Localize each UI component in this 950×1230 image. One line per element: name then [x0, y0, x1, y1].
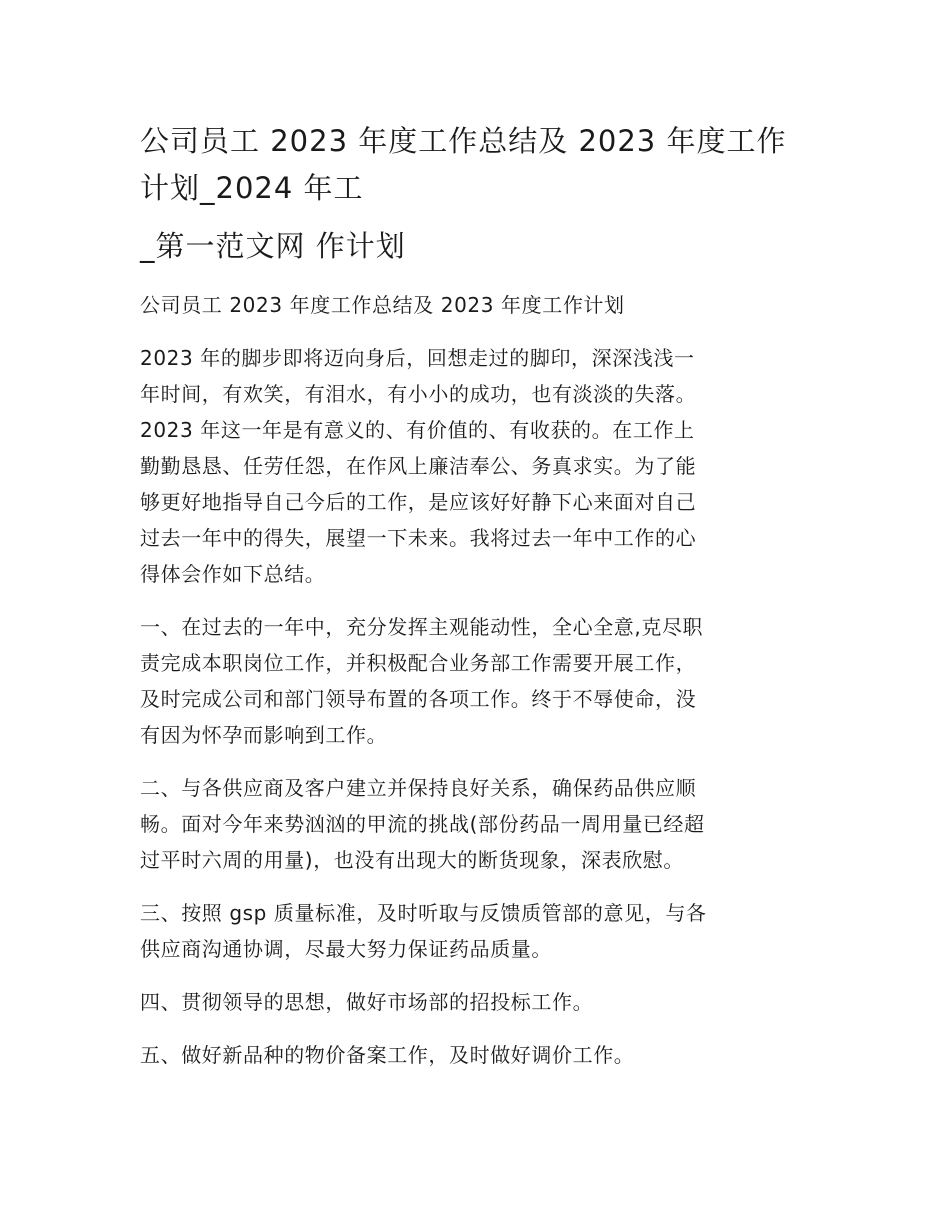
title-line: 计划_2024 年工: [140, 171, 364, 205]
document-page: [140, 118, 812, 1073]
paragraph-intro: [140, 340, 812, 592]
paragraph-item-2: [140, 770, 812, 878]
text-line: 一、在过去的一年中，充分发挥主观能动性，全心全意,克尽职: [140, 615, 704, 639]
document-subtitle: 公司员工 2023 年度工作总结及 2023 年度工作计划: [140, 293, 625, 317]
document-title: [140, 118, 812, 270]
text-line: 够更好地指导自己今后的工作，是应该好好静下心来面对自己: [140, 490, 697, 514]
text-line: 过平时六周的用量)，也没有出现大的断货现象，深表欣慰。: [140, 848, 685, 872]
text-line: 2023 年这一年是有意义的、有价值的、有收获的。在工作上: [140, 418, 695, 442]
text-line: 供应商沟通协调，尽最大努力保证药品质量。: [140, 937, 552, 961]
text-line: 四、贯彻领导的思想，做好市场部的招投标工作。: [140, 990, 594, 1014]
title-line: _第一范文网 作计划: [140, 229, 406, 263]
text-line: 三、按照 gsp 质量标准，及时听取与反馈质管部的意见，与各: [140, 901, 707, 925]
text-line: 责完成本职岗位工作，并积极配合业务部工作需要开展工作，: [140, 651, 697, 675]
text-line: 及时完成公司和部门领导布置的各项工作。终于不辱使命，没: [140, 687, 697, 711]
text-line: 得体会作如下总结。: [140, 562, 326, 586]
text-line: 二、与各供应商及客户建立并保持良好关系，确保药品供应顺: [140, 776, 697, 800]
paragraph-item-5: [140, 1037, 812, 1073]
paragraph-item-4: [140, 984, 812, 1020]
text-line: 勤勤恳恳、任劳任怨，在作风上廉洁奉公、务真求实。为了能: [140, 454, 697, 478]
text-line: 过去一年中的得失，展望一下未来。我将过去一年中工作的心: [140, 526, 697, 550]
text-line: 年时间，有欢笑，有泪水，有小小的成功，也有淡淡的失落。: [140, 382, 697, 406]
paragraph-item-1: [140, 609, 812, 753]
paragraph-item-3: [140, 895, 812, 967]
text-line: 畅。面对今年来势汹汹的甲流的挑战(部份药品一周用量已经超: [140, 812, 705, 836]
text-line: 五、做好新品种的物价备案工作，及时做好调价工作。: [140, 1043, 635, 1067]
text-line: 有因为怀孕而影响到工作。: [140, 723, 388, 747]
text-line: 2023 年的脚步即将迈向身后，回想走过的脚印，深深浅浅一: [140, 346, 695, 370]
title-line: 公司员工 2023 年度工作总结及 2023 年度工作: [140, 124, 787, 158]
